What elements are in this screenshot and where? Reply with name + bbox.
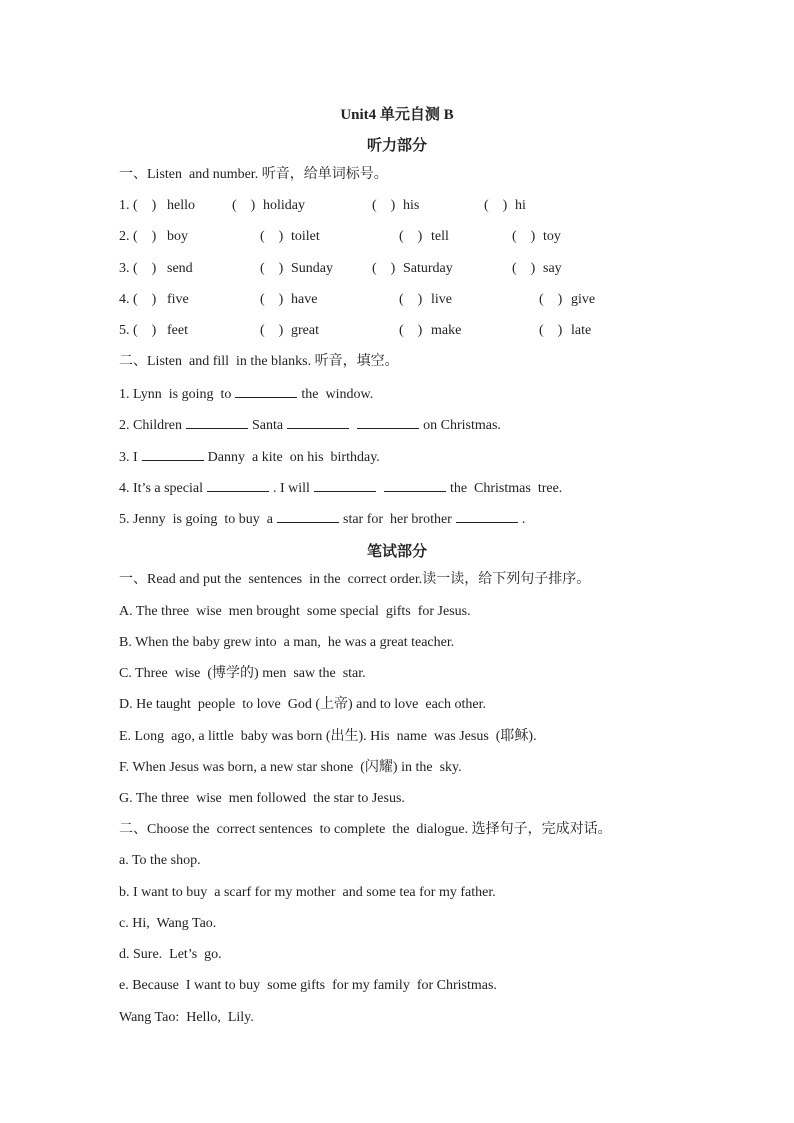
story-sentence: C. Three wise (博学的) men saw the star.	[119, 666, 366, 681]
answer-blank[interactable]	[314, 478, 376, 492]
paren-blank: ( )	[260, 323, 284, 338]
word-a: hello	[167, 198, 195, 213]
answer-blank[interactable]	[287, 415, 349, 429]
writing-part1-heading: 一、Read and put the sentences in the correct order.读一读，给下列句子排序。	[119, 572, 591, 587]
word-d: toy	[543, 229, 561, 244]
word-a: five	[167, 292, 189, 307]
writing-part2-heading: 二、Choose the correct sentences to complete the dialogue. 选择句子，完成对话。	[119, 822, 612, 837]
word-c: Saturday	[403, 261, 453, 276]
word-a: boy	[167, 229, 188, 244]
answer-blank[interactable]	[142, 447, 204, 461]
row-number: 4. ( )	[119, 292, 157, 307]
answer-blank[interactable]	[186, 415, 248, 429]
listening-section-title: 听力部分	[366, 138, 427, 154]
paren-blank: ( )	[484, 198, 508, 213]
word-a: send	[167, 261, 193, 276]
writing-section-title: 笔试部分	[366, 544, 427, 560]
paren-blank: ( )	[399, 323, 423, 338]
fill-sentence-4: 4. It’s a special . I will the Christmas tree.	[119, 478, 562, 498]
paren-blank: ( )	[260, 229, 284, 244]
word-d: give	[571, 292, 596, 307]
answer-blank[interactable]	[456, 509, 518, 523]
story-sentence: E. Long ago, a little baby was born (出生). His name was Jesus (耶稣).	[119, 729, 537, 744]
row-number: 5. ( )	[119, 323, 157, 338]
row-number: 2. ( )	[119, 229, 157, 244]
word-b: Sunday	[291, 261, 333, 276]
word-d: hi	[515, 198, 526, 213]
story-sentence: G. The three wise men followed the star to Jesus.	[119, 791, 405, 806]
paren-blank: ( )	[260, 292, 284, 307]
word-c: his	[403, 198, 420, 213]
paren-blank: ( )	[372, 261, 396, 276]
story-sentence: D. He taught people to love God (上帝) and to love each other.	[119, 697, 487, 712]
paren-blank: ( )	[399, 292, 423, 307]
word-d: say	[543, 261, 562, 276]
story-sentence: F. When Jesus was born, a new star shone (闪耀) in the sky.	[119, 760, 462, 775]
paren-blank: ( )	[512, 229, 536, 244]
paren-blank: ( )	[539, 323, 563, 338]
fill-sentence-1: 1. Lynn is going to the window.	[119, 384, 373, 404]
dialogue-option: d. Sure. Let’s go.	[119, 947, 222, 962]
dialogue-option: e. Because I want to buy some gifts for my family for Christmas.	[119, 978, 497, 993]
fill-sentence-5: 5. Jenny is going to buy a star for her brother .	[119, 509, 525, 529]
word-b: great	[291, 323, 319, 338]
dialogue-line: Wang Tao: Hello, Lily.	[119, 1010, 254, 1025]
answer-blank[interactable]	[277, 509, 339, 523]
answer-blank[interactable]	[207, 478, 269, 492]
answer-blank[interactable]	[235, 384, 297, 398]
listening-part1-heading: 一、Listen and number. 听音，给单词标号。	[119, 167, 388, 182]
dialogue-option: c. Hi, Wang Tao.	[119, 916, 217, 931]
paren-blank: ( )	[539, 292, 563, 307]
story-sentence: B. When the baby grew into a man, he was a great teacher.	[119, 635, 455, 650]
word-b: have	[291, 292, 318, 307]
word-d: late	[571, 323, 592, 338]
fill-sentence-2: 2. Children Santa on Christmas.	[119, 415, 501, 435]
listening-part2-heading: 二、Listen and fill in the blanks. 听音，填空。	[119, 354, 399, 369]
paren-blank: ( )	[399, 229, 423, 244]
paren-blank: ( )	[260, 261, 284, 276]
row-number: 1. ( )	[119, 198, 157, 213]
unit-title: Unit4 单元自测 B	[340, 107, 454, 123]
answer-blank[interactable]	[357, 415, 419, 429]
word-c: make	[431, 323, 462, 338]
fill-sentence-3: 3. I Danny a kite on his birthday.	[119, 447, 380, 467]
answer-blank[interactable]	[384, 478, 446, 492]
dialogue-option: b. I want to buy a scarf for my mother and some tea for my father.	[119, 885, 496, 900]
paren-blank: ( )	[372, 198, 396, 213]
word-c: tell	[431, 229, 449, 244]
word-c: live	[431, 292, 452, 307]
word-b: holiday	[263, 198, 305, 213]
dialogue-option: a. To the shop.	[119, 853, 201, 868]
word-b: toilet	[291, 229, 320, 244]
paren-blank: ( )	[232, 198, 256, 213]
paren-blank: ( )	[512, 261, 536, 276]
word-a: feet	[167, 323, 188, 338]
row-number: 3. ( )	[119, 261, 157, 276]
story-sentence: A. The three wise men brought some special gifts for Jesus.	[119, 604, 471, 619]
